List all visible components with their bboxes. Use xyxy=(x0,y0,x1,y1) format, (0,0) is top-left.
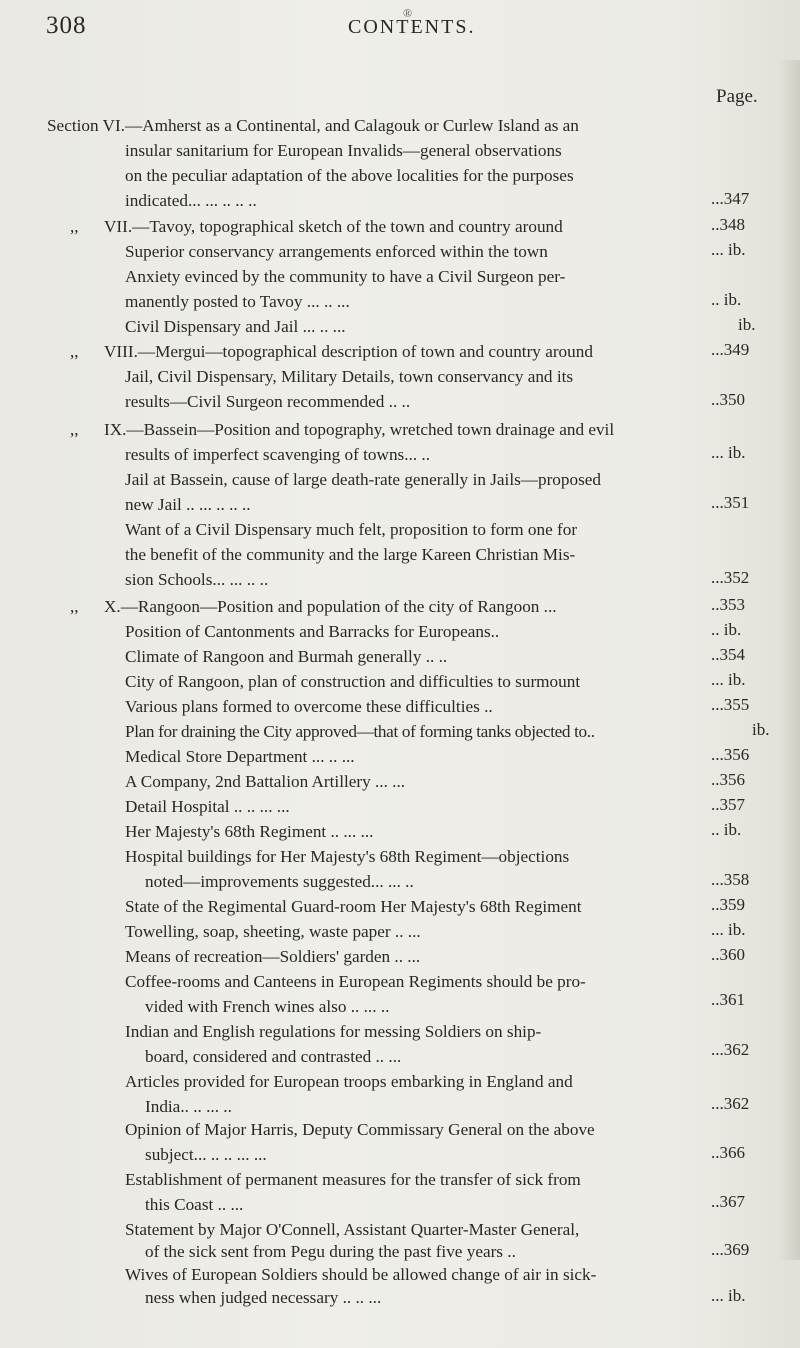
toc-line: Opinion of Major Harris, Deputy Commissary General on the above xyxy=(125,1120,595,1139)
toc-line: Means of recreation—Soldiers' garden .. ... xyxy=(125,947,421,966)
page-ref: ib. xyxy=(738,315,756,334)
page-ref: ..353 xyxy=(711,595,745,614)
section-viii-heading: VIII.—Mergui—topographical description of town and country around xyxy=(104,342,593,361)
toc-line: Various plans formed to overcome these difficulties .. xyxy=(125,697,493,716)
toc-line: A Company, 2nd Battalion Artillery ... ... xyxy=(125,772,406,791)
toc-line: results—Civil Surgeon recommended .. .. xyxy=(125,392,411,411)
running-head: CONTENTS. xyxy=(348,16,476,38)
toc-line: Her Majesty's 68th Regiment .. ... ... xyxy=(125,822,374,841)
top-mark: ® xyxy=(403,6,413,20)
section-marker: ,, xyxy=(70,420,79,439)
toc-line: Superior conservancy arrangements enforced within the town xyxy=(125,242,548,261)
toc-line: new Jail .. ... .. .. .. xyxy=(125,495,251,514)
toc-line: vided with French wines also .. ... .. xyxy=(145,997,390,1016)
toc-line: this Coast .. ... xyxy=(145,1195,244,1214)
page-ref: .. ib. xyxy=(711,290,742,309)
page-column-label: Page. xyxy=(716,86,758,107)
toc-line: Want of a Civil Dispensary much felt, proposition to form one for xyxy=(125,520,578,539)
page-ref: ..359 xyxy=(711,895,745,914)
page-ref: ... ib. xyxy=(711,920,746,939)
toc-line: manently posted to Tavoy ... .. ... xyxy=(125,292,350,311)
toc-line: sion Schools... ... .. .. xyxy=(125,570,269,589)
toc-line: Anxiety evinced by the community to have a Civil Surgeon per- xyxy=(125,267,566,286)
page-ref: ...347 xyxy=(711,189,750,208)
page-ref: ...349 xyxy=(711,340,750,359)
page-ref: ib. xyxy=(752,720,770,739)
toc-line: Articles provided for European troops embarking in England and xyxy=(125,1072,573,1091)
page-ref: ..360 xyxy=(711,945,745,964)
page-ref: ..356 xyxy=(711,770,745,789)
toc-line: ness when judged necessary .. .. ... xyxy=(145,1288,382,1307)
page-edge-shadow xyxy=(778,60,800,1260)
page-ref: ...352 xyxy=(711,568,750,587)
toc-line: Civil Dispensary and Jail ... .. ... xyxy=(125,317,346,336)
toc-line: Indian and English regulations for messing Soldiers on ship- xyxy=(125,1022,542,1041)
toc-line: Hospital buildings for Her Majesty's 68th Regiment—objections xyxy=(125,847,570,866)
section-x-heading: X.—Rangoon—Position and population of the city of Rangoon ... xyxy=(104,597,557,616)
page-ref: ...369 xyxy=(711,1240,750,1259)
toc-line: Climate of Rangoon and Burmah generally .. .. xyxy=(125,647,448,666)
toc-line: Jail, Civil Dispensary, Military Details, town conservancy and its xyxy=(125,367,574,386)
toc-line: noted—improvements suggested... ... .. xyxy=(145,872,414,891)
toc-line: Plan for draining the City approved—that of forming tanks objected to.. xyxy=(125,722,595,741)
toc-line: Wives of European Soldiers should be allowed change of air in sick- xyxy=(125,1265,597,1284)
page-number: 308 xyxy=(46,12,87,39)
section-ix-heading: IX.—Bassein—Position and topography, wretched town drainage and evil xyxy=(104,420,615,439)
toc-line: Coffee-rooms and Canteens in European Regiments should be pro- xyxy=(125,972,586,991)
page-ref: ... ib. xyxy=(711,443,746,462)
page-ref: ...362 xyxy=(711,1094,750,1113)
toc-line: insular sanitarium for European Invalids—general observations xyxy=(125,141,562,160)
toc-line: Medical Store Department ... .. ... xyxy=(125,747,355,766)
page-ref: ..348 xyxy=(711,215,745,234)
toc-line: State of the Regimental Guard-room Her Majesty's 68th Regiment xyxy=(125,897,582,916)
toc-line: Position of Cantonments and Barracks for Europeans.. xyxy=(125,622,500,641)
toc-line: results of imperfect scavenging of towns... .. xyxy=(125,445,431,464)
page-ref: ..357 xyxy=(711,795,745,814)
toc-line: the benefit of the community and the large Kareen Christian Mis- xyxy=(125,545,576,564)
toc-line: Towelling, soap, sheeting, waste paper .. ... xyxy=(125,922,421,941)
toc-line: on the peculiar adaptation of the above localities for the purposes xyxy=(125,166,574,185)
toc-line: City of Rangoon, plan of construction and difficulties to surmount xyxy=(125,672,581,691)
page-ref: ...351 xyxy=(711,493,750,512)
section-marker: ,, xyxy=(70,597,79,616)
page-ref: .. ib. xyxy=(711,620,742,639)
toc-line: India.. .. ... .. xyxy=(145,1097,232,1116)
toc-line: of the sick sent from Pegu during the past five years .. xyxy=(145,1242,516,1261)
page-ref: ..367 xyxy=(711,1192,745,1211)
page-ref: ...355 xyxy=(711,695,750,714)
page-ref: ..354 xyxy=(711,645,745,664)
page-ref: ..350 xyxy=(711,390,745,409)
section-marker: ,, xyxy=(70,217,79,236)
page-ref: .. ib. xyxy=(711,820,742,839)
toc-line: Establishment of permanent measures for the transfer of sick from xyxy=(125,1170,581,1189)
page-ref: ... ib. xyxy=(711,1286,746,1305)
page-ref: ... ib. xyxy=(711,240,746,259)
page-ref: ...362 xyxy=(711,1040,750,1059)
page-ref: ..361 xyxy=(711,990,745,1009)
toc-line: Detail Hospital .. .. ... ... xyxy=(125,797,290,816)
page-ref: ... ib. xyxy=(711,670,746,689)
toc-line: indicated... ... .. .. .. xyxy=(125,191,257,210)
page-ref: ...358 xyxy=(711,870,750,889)
page-ref: ..366 xyxy=(711,1143,745,1162)
toc-line: Statement by Major O'Connell, Assistant Quarter-Master General, xyxy=(125,1220,580,1239)
toc-line: board, considered and contrasted .. ... xyxy=(145,1047,402,1066)
toc-line: Jail at Bassein, cause of large death-rate generally in Jails—proposed xyxy=(125,470,601,489)
page-ref: ...356 xyxy=(711,745,750,764)
section-vi-heading: Section VI.—Amherst as a Continental, and Calagouk or Curlew Island as an xyxy=(47,116,579,135)
toc-line: subject... .. .. ... ... xyxy=(145,1145,267,1164)
section-vii-heading: VII.—Tavoy, topographical sketch of the town and country around xyxy=(104,217,563,236)
section-marker: ,, xyxy=(70,342,79,361)
